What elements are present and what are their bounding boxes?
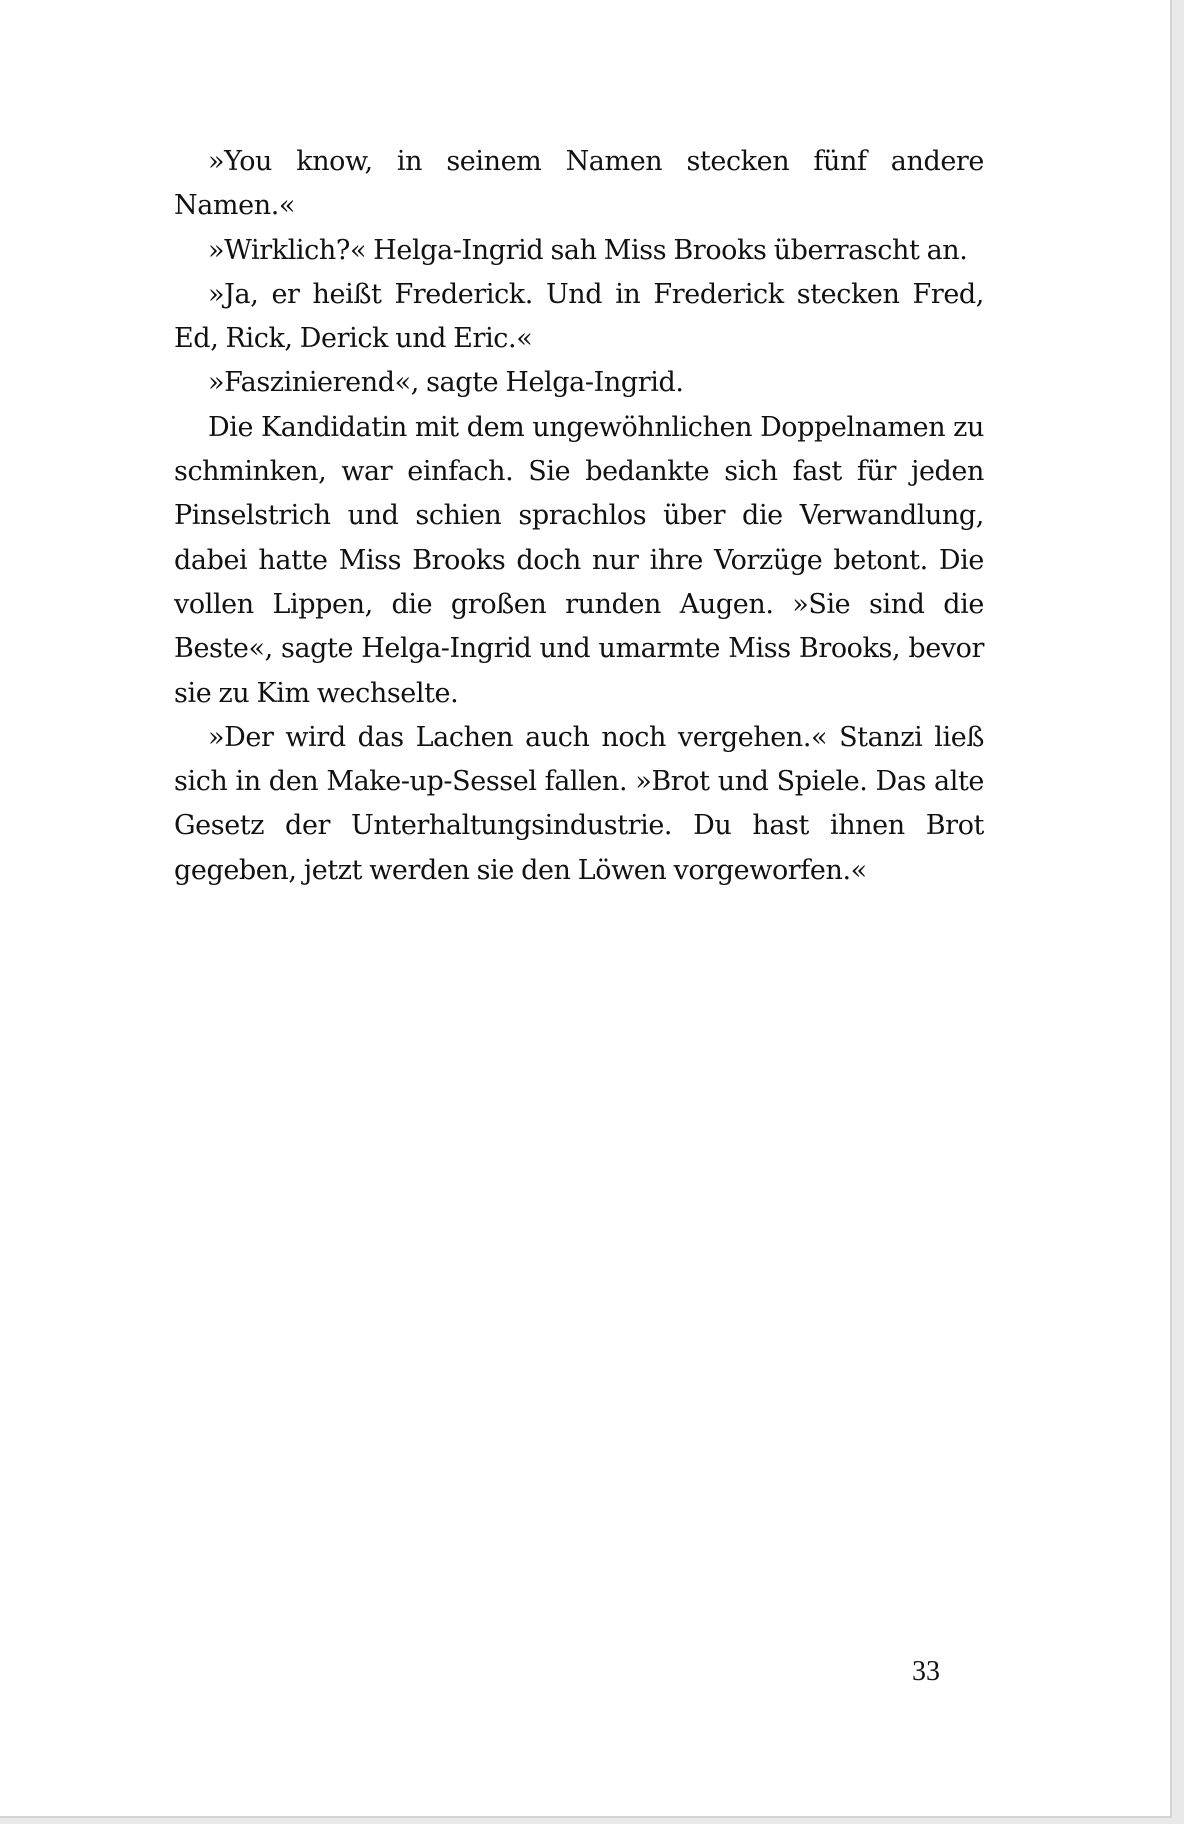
paragraph: »Wirklich?« Helga-Ingrid sah Miss Brooks überrascht an. (208, 234, 968, 266)
paragraph: Die Kandidatin mit dem ungewöhnlichen Doppelnamen zu schminken, war einfach. Sie bedankte sich fast für jeden Pinselstrich und schien sprachlos über die Verwandlung, dabei hatte Miss Brooks doch nur ihre Vorzüge betont. Die vollen Lippen, die großen runden Augen. »Sie sind die Beste«, sagte Helga-Ingrid und umarmte Miss Brooks, bevor sie zu Kim wechselte. (174, 411, 984, 709)
page-number: 33 (912, 1656, 940, 1687)
paragraph: »Der wird das Lachen auch noch vergehen.« Stanzi ließ sich in den Make-up-Sessel fallen. »Brot und Spiele. Das alte Gesetz der Unterhaltungsindustrie. Du hast ihnen Brot gegeben, jetzt werden sie den Löwen vorgeworfen.« (174, 721, 984, 886)
paragraph: »Ja, er heißt Frederick. Und in Frederick stecken Fred, Ed, Rick, Derick und Eric.« (174, 278, 984, 355)
body-text (174, 140, 984, 893)
paragraph: »You know, in seinem Namen stecken fünf andere Namen.« (174, 146, 984, 222)
paragraph: »Faszinierend«, sagte Helga-Ingrid. (208, 367, 684, 399)
